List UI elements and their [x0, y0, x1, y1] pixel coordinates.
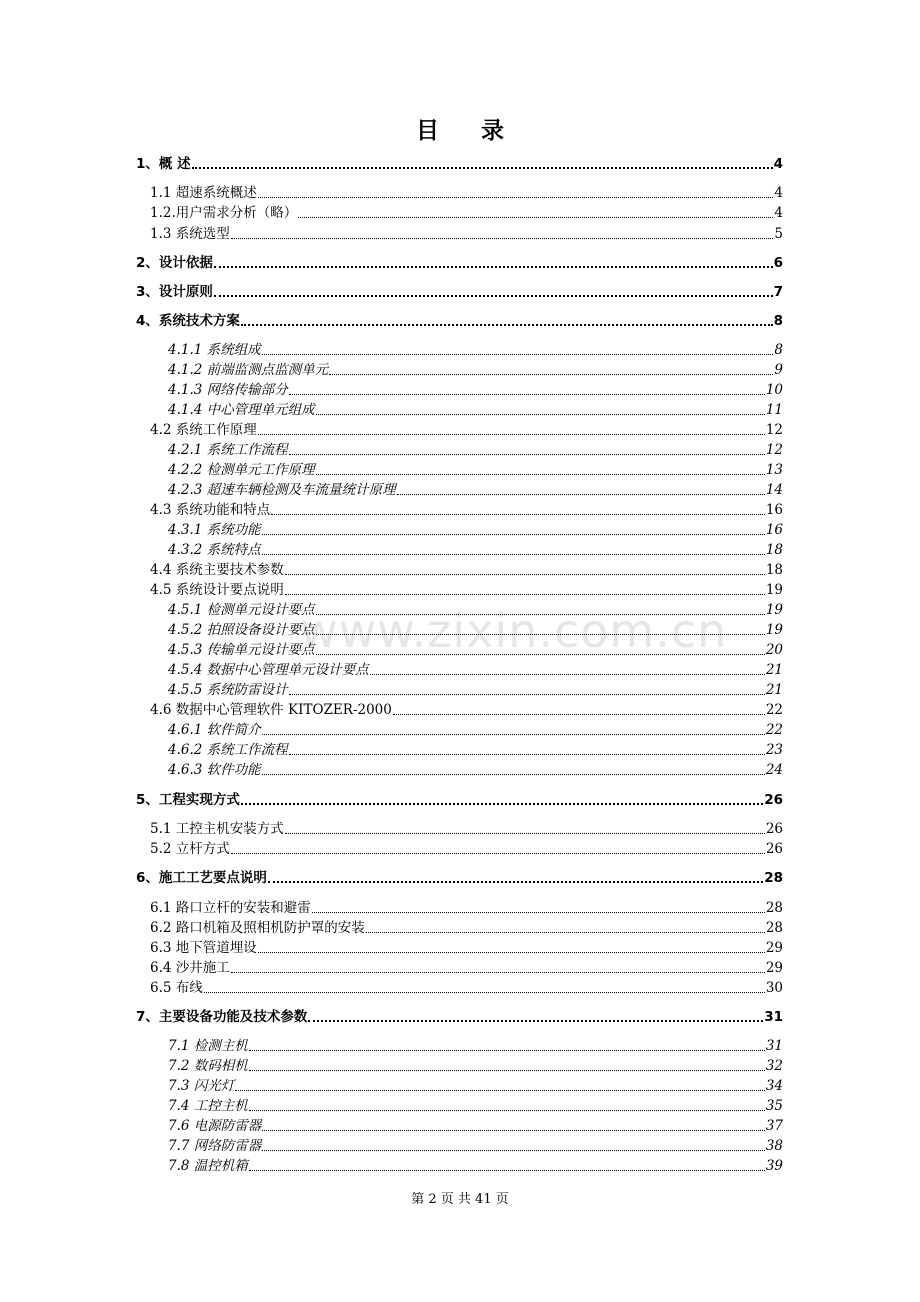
toc-entry[interactable]: [150, 560, 783, 580]
toc-dot-leader: [262, 1150, 765, 1151]
toc-entry-title: 3、设计原则: [136, 284, 213, 300]
toc-entry-page: 16: [765, 502, 783, 518]
toc-entry-title: 4.5.2 拍照设备设计要点: [168, 622, 315, 638]
toc-entry-title: 7.8 温控机箱: [168, 1158, 248, 1174]
toc-entry-title: 7.4 工控主机: [168, 1098, 248, 1114]
toc-dot-leader: [262, 774, 765, 775]
toc-entry-page: 4: [773, 156, 783, 172]
toc-dot-leader: [241, 324, 773, 326]
toc-entry[interactable]: [168, 540, 783, 560]
toc-dot-leader: [258, 434, 765, 435]
toc-dot-leader: [329, 374, 773, 375]
toc-entry[interactable]: [150, 420, 783, 440]
toc-entry[interactable]: [168, 360, 783, 380]
toc-entry[interactable]: [168, 620, 783, 640]
toc-dot-leader: [241, 803, 763, 805]
toc-dot-leader: [366, 932, 765, 933]
toc-entry-title: 1.2.用户需求分析（略）: [150, 205, 298, 221]
toc-entry-title: 6.4 沙井施工: [150, 960, 230, 976]
toc-entry[interactable]: [150, 938, 783, 958]
toc-entry-title: 4.5.1 检测单元设计要点: [168, 602, 315, 618]
toc-entry-page: 18: [765, 542, 783, 558]
toc-entry[interactable]: [168, 1116, 783, 1136]
toc-entry-title: 6.3 地下管道埋设: [150, 940, 257, 956]
toc-dot-leader: [308, 1020, 763, 1022]
watermark: www.zixin.com.cn: [300, 604, 728, 658]
toc-entry-title: 4.6 数据中心管理软件 KITOZER-2000: [150, 702, 392, 718]
title-right: 录: [481, 118, 504, 144]
toc-entry-page: 4: [774, 205, 783, 221]
toc-entry-page: 10: [765, 382, 783, 398]
title-left: 目: [416, 118, 439, 144]
toc-dot-leader: [316, 654, 765, 655]
toc-entry[interactable]: [168, 480, 783, 500]
toc-entry-page: 38: [765, 1138, 783, 1154]
toc-entry[interactable]: [150, 978, 783, 998]
toc-entry-page: 5: [774, 226, 783, 242]
toc-entry-title: 6.5 布线: [150, 980, 203, 996]
toc-entry-title: 4.5.3 传输单元设计要点: [168, 642, 315, 658]
toc-entry[interactable]: [150, 224, 783, 244]
toc-entry-page: 39: [765, 1158, 783, 1174]
toc-entry-title: 7.7 网络防雷器: [168, 1138, 262, 1154]
page-title: [0, 112, 920, 145]
toc-entry-page: 12: [765, 442, 783, 458]
toc-entry-page: 20: [765, 642, 783, 658]
toc-entry-page: 22: [765, 722, 783, 738]
toc-entry-title: 4.1.4 中心管理单元组成: [168, 402, 315, 418]
toc-entry[interactable]: [136, 154, 783, 174]
toc-entry-title: 4.5.5 系统防雷设计: [168, 682, 288, 698]
toc-entry[interactable]: [150, 819, 783, 839]
toc-dot-leader: [192, 167, 773, 169]
toc-entry-title: 4.3.2 系统特点: [168, 542, 261, 558]
toc-entry-title: 4、系统技术方案: [136, 313, 240, 329]
toc-entry-title: 4.1.3 网络传输部分: [168, 382, 288, 398]
toc-entry[interactable]: [168, 1096, 783, 1116]
toc-entry[interactable]: [136, 868, 783, 888]
toc-entry-title: 4.2.1 系统工作流程: [168, 442, 288, 458]
toc-entry-page: 7: [773, 284, 783, 300]
toc-dot-leader: [231, 972, 765, 973]
toc-dot-leader: [235, 1090, 765, 1091]
toc-entry-page: 34: [765, 1078, 783, 1094]
toc-dot-leader: [258, 952, 765, 953]
toc-entry[interactable]: [168, 380, 783, 400]
toc-entry-title: 4.2.3 超速车辆检测及车流量统计原理: [168, 482, 396, 498]
toc-entry-title: 1、概 述: [136, 156, 191, 172]
toc-entry[interactable]: [150, 958, 783, 978]
toc-entry-page: 26: [765, 841, 783, 857]
toc-entry-title: 2、设计依据: [136, 255, 213, 271]
toc-entry-title: 4.4 系统主要技术参数: [150, 562, 284, 578]
toc-dot-leader: [393, 714, 765, 715]
toc-entry-page: 8: [773, 313, 783, 329]
toc-entry[interactable]: [150, 203, 783, 223]
toc-entry[interactable]: [136, 253, 783, 273]
toc-entry-page: 22: [765, 702, 783, 718]
toc-dot-leader: [249, 1070, 765, 1071]
toc-dot-leader: [271, 514, 765, 515]
toc-entry-page: 37: [765, 1118, 783, 1134]
toc-entry-title: 7.1 检测主机: [168, 1038, 248, 1054]
toc-entry[interactable]: [150, 918, 783, 938]
toc-entry-page: 31: [765, 1038, 783, 1054]
toc-entry[interactable]: [168, 600, 783, 620]
toc-entry-page: 8: [774, 342, 783, 358]
toc-dot-leader: [316, 414, 765, 415]
toc-entry-title: 4.6.1 软件简介: [168, 722, 261, 738]
toc-dot-leader: [316, 474, 765, 475]
toc-entry-page: 24: [765, 762, 783, 778]
toc-entry-page: 23: [765, 742, 783, 758]
toc-entry-page: 18: [765, 562, 783, 578]
toc-entry-title: 4.1.2 前端监测点监测单元: [168, 362, 329, 378]
toc-entry[interactable]: [168, 400, 783, 420]
toc-entry[interactable]: [168, 740, 783, 760]
toc-entry-title: 7.6 电源防雷器: [168, 1118, 262, 1134]
toc-entry-page: 30: [765, 980, 783, 996]
toc-entry[interactable]: [168, 460, 783, 480]
toc-dot-leader: [262, 534, 765, 535]
toc-dot-leader: [249, 1170, 765, 1171]
toc-dot-leader: [258, 197, 774, 198]
toc-entry[interactable]: [136, 282, 783, 302]
toc-entry-title: 4.6.2 系统工作流程: [168, 742, 288, 758]
toc-dot-leader: [397, 494, 765, 495]
toc-entry-title: 4.5 系统设计要点说明: [150, 582, 284, 598]
toc-entry-page: 21: [765, 662, 783, 678]
toc-entry[interactable]: [150, 183, 783, 203]
toc-entry[interactable]: [168, 640, 783, 660]
toc-entry[interactable]: [150, 700, 783, 720]
page-footer: 第 2 页 共 41 页: [411, 1192, 509, 1207]
toc-dot-leader: [285, 833, 765, 834]
toc-dot-leader: [249, 1050, 765, 1051]
toc-entry-title: 5、工程实现方式: [136, 792, 240, 808]
toc-entry[interactable]: [168, 440, 783, 460]
toc-entry-title: 4.6.3 软件功能: [168, 762, 261, 778]
toc-entry-page: 21: [765, 682, 783, 698]
toc-entry-page: 16: [765, 522, 783, 538]
toc-entry-page: 28: [765, 920, 783, 936]
toc-entry-page: 19: [765, 582, 783, 598]
toc-dot-leader: [204, 992, 765, 993]
toc-entry-page: 14: [765, 482, 783, 498]
toc-dot-leader: [316, 634, 765, 635]
toc-entry-page: 28: [764, 870, 783, 886]
toc-entry-page: 19: [765, 622, 783, 638]
toc-entry[interactable]: [150, 839, 783, 859]
toc-entry-page: 26: [765, 821, 783, 837]
toc-entry-page: 29: [765, 960, 783, 976]
toc-dot-leader: [262, 554, 765, 555]
toc-entry[interactable]: [136, 311, 783, 331]
toc-dot-leader: [268, 881, 763, 883]
toc-entry[interactable]: [168, 660, 783, 680]
toc-entry-page: 12: [765, 422, 783, 438]
toc-entry-page: 9: [774, 362, 783, 378]
toc-dot-leader: [316, 614, 765, 615]
toc-entry-title: 4.1.1 系统组成: [168, 342, 261, 358]
toc-entry-page: 35: [765, 1098, 783, 1114]
toc-entry-page: 26: [764, 792, 783, 808]
toc-dot-leader: [312, 912, 765, 913]
toc-dot-leader: [231, 238, 774, 239]
toc-entry-page: 19: [765, 602, 783, 618]
toc-entry[interactable]: [168, 1036, 783, 1056]
toc-entry-page: 29: [765, 940, 783, 956]
toc-entry[interactable]: [150, 898, 783, 918]
toc-entry-title: 4.2 系统工作原理: [150, 422, 257, 438]
toc-dot-leader: [289, 394, 765, 395]
toc-dot-leader: [262, 1130, 765, 1131]
toc-dot-leader: [214, 266, 773, 268]
toc-dot-leader: [231, 853, 765, 854]
toc-entry-title: 7、主要设备功能及技术参数: [136, 1009, 308, 1025]
toc-dot-leader: [285, 594, 765, 595]
toc-entry-title: 1.1 超速系统概述: [150, 185, 257, 201]
toc-entry-page: 28: [765, 900, 783, 916]
toc-entry-title: 5.1 工控主机安装方式: [150, 821, 284, 837]
toc-entry-title: 4.3 系统功能和特点: [150, 502, 271, 518]
toc-entry-title: 5.2 立杆方式: [150, 841, 230, 857]
toc-dot-leader: [249, 1110, 765, 1111]
toc-entry[interactable]: [168, 1076, 783, 1096]
toc-entry-page: 4: [774, 185, 783, 201]
toc-entry-page: 32: [765, 1058, 783, 1074]
toc-dot-leader: [370, 674, 765, 675]
toc-dot-leader: [214, 295, 773, 297]
toc-entry[interactable]: [136, 1007, 783, 1027]
toc-dot-leader: [289, 694, 765, 695]
toc-entry[interactable]: [168, 1136, 783, 1156]
toc-entry-title: 6.2 路口机箱及照相机防护罩的安装: [150, 920, 365, 936]
toc-entry[interactable]: [168, 760, 783, 780]
toc-dot-leader: [289, 754, 765, 755]
toc-entry[interactable]: [168, 340, 783, 360]
toc-entry[interactable]: [150, 580, 783, 600]
toc-entry-title: 6.1 路口立杆的安装和避雷: [150, 900, 311, 916]
toc-entry-title: 4.3.1 系统功能: [168, 522, 261, 538]
toc-entry-title: 4.5.4 数据中心管理单元设计要点: [168, 662, 369, 678]
toc-entry[interactable]: [168, 1156, 783, 1176]
toc-dot-leader: [289, 454, 765, 455]
toc-entry[interactable]: [168, 520, 783, 540]
toc-dot-leader: [262, 734, 765, 735]
toc-dot-leader: [285, 574, 765, 575]
toc-dot-leader: [262, 354, 774, 355]
toc-entry[interactable]: [168, 680, 783, 700]
toc-entry[interactable]: [150, 500, 783, 520]
toc-entry-title: 1.3 系统选型: [150, 226, 230, 242]
toc-entry-title: 7.3 闪光灯: [168, 1078, 235, 1094]
toc-entry-title: 7.2 数码相机: [168, 1058, 248, 1074]
toc-dot-leader: [298, 217, 773, 218]
toc-entry-page: 31: [764, 1009, 783, 1025]
toc-entry-page: 11: [765, 402, 783, 418]
toc-entry-title: 6、施工工艺要点说明: [136, 870, 267, 886]
toc-entry-page: 13: [765, 462, 783, 478]
toc-entry[interactable]: [168, 1056, 783, 1076]
toc-entry-page: 6: [773, 255, 783, 271]
toc-entry[interactable]: [168, 720, 783, 740]
toc-entry-title: 4.2.2 检测单元工作原理: [168, 462, 315, 478]
toc-entry[interactable]: [136, 790, 783, 810]
